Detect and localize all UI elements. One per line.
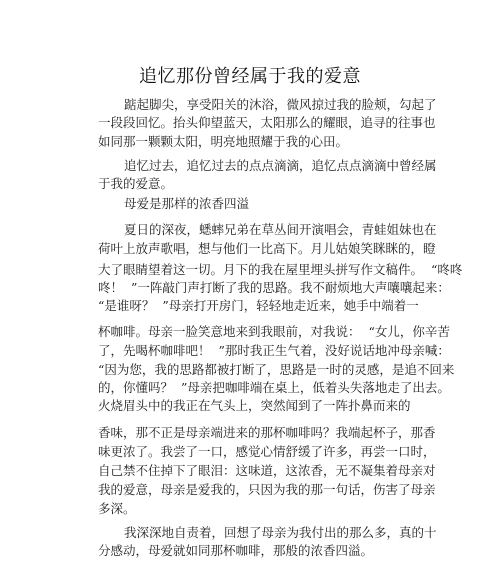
paragraph-line: 自己禁不住掉下了眼泪：这味道，这浓香，无不凝集着母亲对 xyxy=(98,463,436,478)
paragraph-line: 分感动，母爱就如同那杯咖啡，那般的浓香四溢。 xyxy=(98,543,374,558)
paragraph-line: 我的爱意，母亲是爱我的，只因为我的那一句话，伤害了母亲 xyxy=(98,482,436,497)
paragraph-line: 了，先喝杯咖啡吧！ ”那时我正生气着，没好说话地冲母亲喊： xyxy=(98,343,450,358)
paragraph-line: “是谁呀？ ”母亲打开房门，轻轻地走近来，她手中端着一 xyxy=(98,298,419,313)
paragraph-line: 味更浓了。我尝了一口，感觉心情舒缓了许多，再尝一口时， xyxy=(98,444,436,459)
paragraph-line: “因为您，我的思路都被打断了，思路是一时的灵感，是追不回来 xyxy=(98,362,455,377)
paragraph-line: 大了眼睛望着这一切。月下的我在屋里埋头拼写作文稿件。 “咚咚 xyxy=(98,262,463,277)
paragraph-line: 杯咖啡。母亲一脸笑意地来到我眼前，对我说： “女儿，你辛苦 xyxy=(98,324,450,339)
paragraph-line: 夏日的深夜，蟋蟀兄弟在草丛间开演唱会，青蛙姐妹也在 xyxy=(124,222,437,237)
paragraph-line: 于我的爱意。 xyxy=(98,176,174,191)
paragraph-line: 母爱是那样的浓香四溢 xyxy=(124,196,250,211)
paragraph-line: 的，你懂吗？ ”母亲把咖啡端在桌上，低着头失落地走了出去。 xyxy=(98,380,450,395)
paragraph-line: 追忆过去，追忆过去的点点滴滴，追忆点点滴滴中曾经属 xyxy=(124,158,437,173)
document-title: 追忆那份曾经属于我的爱意 xyxy=(139,66,361,87)
paragraph-line: 踮起脚尖，享受阳关的沐浴，微风掠过我的脸颊，勾起了 xyxy=(124,97,437,112)
paragraph-line: 火烧眉头中的我正在气头上，突然闻到了一阵扑鼻而来的 xyxy=(98,398,411,413)
paragraph-line: 一段段回忆。抬头仰望蓝天，太阳那么的耀眼，追寻的往事也 xyxy=(98,115,436,130)
paragraph-line: 我深深地自责着，回想了母亲为我付出的那么多，真的十 xyxy=(124,525,437,540)
paragraph-line: 咚！ ”一阵敲门声打断了我的思路。我不耐烦地大声嚷嚷起来： xyxy=(98,280,450,295)
paragraph-line: 多深。 xyxy=(98,501,136,516)
paragraph-line: 如同那一颗颗太阳，明亮地照耀于我的心田。 xyxy=(98,134,349,149)
paragraph-line: 香味，那不正是母亲端进来的那杯咖啡吗？我端起杯子，那香 xyxy=(98,425,436,440)
paragraph-line: 荷叶上放声歌唱，想与他们一比高下。月儿姑娘笑眯眯的，瞪 xyxy=(98,241,436,256)
